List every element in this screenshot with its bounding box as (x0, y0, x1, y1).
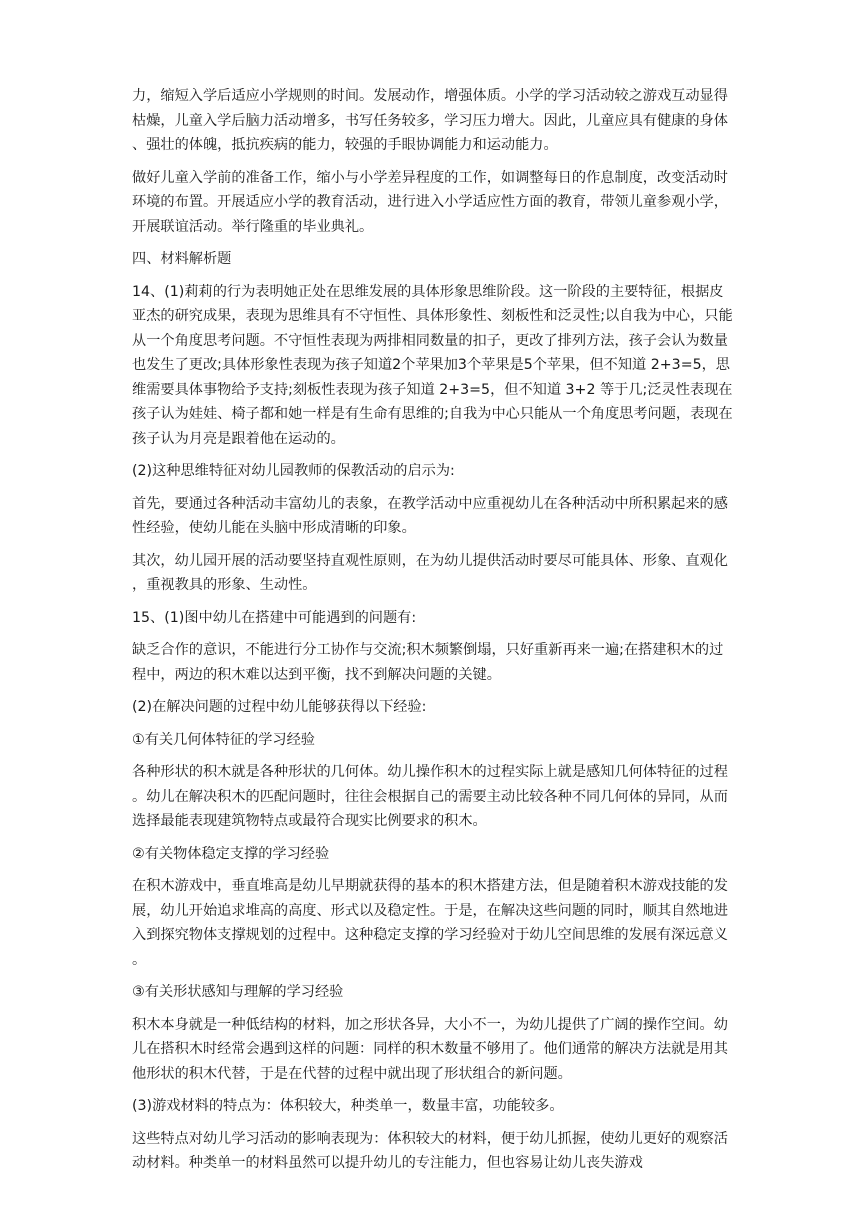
paragraph: 积木本身就是一种低结构的材料，加之形状各异，大小不一，为幼儿提供了广阔的操作空间。幼儿在搭积木时经常会遇到这样的问题：同样的积木数量不够用了。他们通常的解决方法就是用其他形状的积木代替，于是在代替的过程中就出现了形状组合的新问题。 (132, 1016, 728, 1082)
paragraph: 做好儿童入学前的准备工作，缩小与小学差异程度的工作，如调整每日的作息制度，改变活动时环境的布置。开展适应小学的教育活动，进行进入小学适应性方面的教育，带领儿童参观小学，开展联谊活动。举行隆重的毕业典礼。 (132, 169, 728, 235)
document-body (132, 84, 736, 1184)
sub-question: (2)在解决问题的过程中幼儿能够获得以下经验: (132, 699, 427, 715)
list-heading: ②有关物体稳定支撑的学习经验 (132, 845, 330, 862)
section-heading: 四、材料解析题 (132, 251, 232, 267)
paragraph: 首先，要通过各种活动丰富幼儿的表象，在教学活动中应重视幼儿在各种活动中所积累起来的感性经验，使幼儿能在头脑中形成清晰的印象。 (132, 495, 728, 536)
list-heading: ①有关几何体特征的学习经验 (132, 731, 315, 748)
paragraph: 各种形状的积木就是各种形状的几何体。幼儿操作积木的过程实际上就是感知几何体特征的过程。幼儿在解决积木的匹配问题时，往往会根据自己的需要主动比较各种不同几何体的异同，从而选择最能表现建筑物特点或最符合现实比例要求的积木。 (132, 764, 728, 829)
list-heading: ③有关形状感知与理解的学习经验 (132, 984, 344, 1000)
paragraph: 在积木游戏中，垂直堆高是幼儿早期就获得的基本的积木搭建方法，但是随着积木游戏技能的发展，幼儿开始追求堆高的高度、形式以及稳定性。于是，在解决这些问题的同时，顺其自然地进入到探究物体支撑规划的过程中。这种稳定支撑的学习经验对于幼儿空间思维的发展有深远意义。 (132, 878, 728, 968)
paragraph: 这些特点对幼儿学习活动的影响表现为：体积较大的材料，便于幼儿抓握，使幼儿更好的观察活动材料。种类单一的材料虽然可以提升幼儿的专注能力，但也容易让幼儿丧失游戏 (132, 1130, 728, 1171)
paragraph: 力，缩短入学后适应小学规则的时间。发展动作，增强体质。小学的学习活动较之游戏互动显得枯燥，儿童入学后脑力活动增多，书写任务较多，学习压力增大。因此，儿童应具有健康的身体、强壮的体魄，抵抗疾病的能力，较强的手眼协调能力和运动能力。 (132, 88, 728, 153)
paragraph: 其次，幼儿园开展的活动要坚持直观性原则，在为幼儿提供活动时要尽可能具体、形象、直观化，重视教具的形象、生动性。 (132, 552, 728, 593)
sub-question: (2)这种思维特征对幼儿园教师的保教活动的启示为: (132, 463, 455, 479)
paragraph: 14、(1)莉莉的行为表明她正处在思维发展的具体形象思维阶段。这一阶段的主要特征，根据皮亚杰的研究成果，表现为思维具有不守恒性、具体形象性、刻板性和泛灵性;以自我为中心，只能从一个角度思考问题。不守恒性表现为两排相同数量的扣子，更改了排列方法，孩子会认为数量也发生了更改;具体形象性表现为孩子知道2个苹果加3个苹果是5个苹果，但不知道 2+3=5，思维需要具体事物给予支持;刻板性表现为孩子知道 2+3=5，但不知道 3+2 等于几;泛灵性表现在孩子认为娃娃、椅子都和她一样是有生命有思维的;自我为中心只能从一个角度思考问题，表现在孩子认为月亮是跟着他在运动的。 (132, 283, 733, 447)
sub-question: (3)游戏材料的特点为：体积较大，种类单一，数量丰富，功能较多。 (132, 1098, 564, 1114)
paragraph: 缺乏合作的意识，不能进行分工协作与交流;积木频繁倒塌，只好重新再来一遍;在搭建积木的过程中，两边的积木难以达到平衡，找不到解决问题的关键。 (132, 642, 724, 683)
question-heading: 15、(1)图中幼儿在搭建中可能遇到的问题有: (132, 609, 417, 626)
